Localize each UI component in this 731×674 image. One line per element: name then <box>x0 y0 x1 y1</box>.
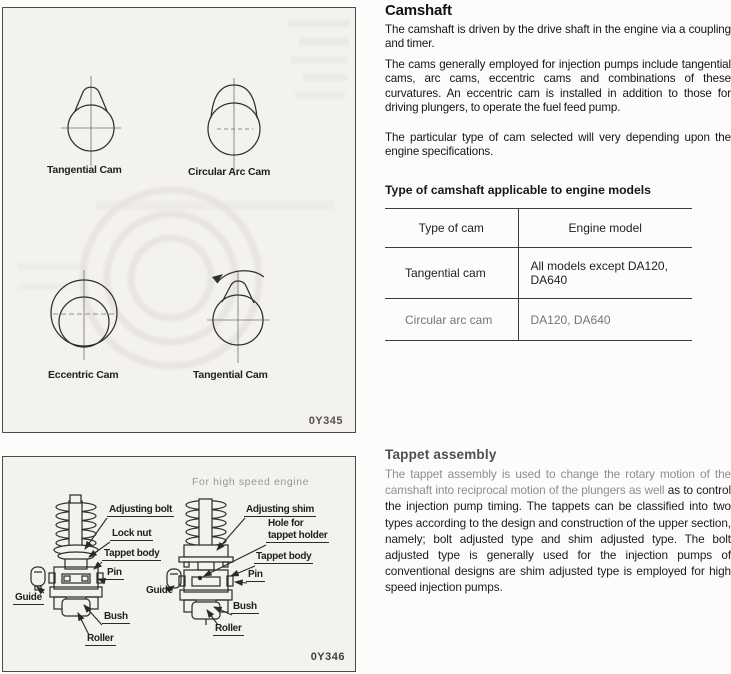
label-tappet-body-left: Tappet body <box>104 548 160 559</box>
camshaft-paragraph-3: The particular type of cam selected will very depending upon the engine specifications. <box>385 131 731 159</box>
label-guide-right: Guide <box>146 585 173 596</box>
camshaft-heading: Camshaft <box>385 2 452 19</box>
tappet-shim-adjusted-drawing <box>167 499 233 625</box>
label-pin-right: Pin <box>248 569 263 580</box>
cell-cam-type: Circular arc cam <box>385 299 518 341</box>
label-adjusting-bolt: Adjusting bolt <box>109 504 173 515</box>
label-tappet-holder: tappet holder <box>268 530 328 541</box>
cam-diagrams-drawing <box>3 8 354 431</box>
tappet-paragraph <box>385 466 731 596</box>
cell-cam-type: Tangential cam <box>385 248 518 299</box>
circular-arc-cam-drawing <box>208 78 260 176</box>
label-roller-left: Roller <box>87 633 114 644</box>
figure-tappet-assemblies <box>2 456 356 672</box>
cam-engine-table-wrap <box>385 208 731 341</box>
table-caption: Type of camshaft applicable to engine models <box>385 183 651 197</box>
table-header-row <box>385 209 692 248</box>
figure-cam-types <box>2 7 356 433</box>
label-circular-arc-cam: Circular Arc Cam <box>188 166 271 178</box>
label-eccentric-cam: Eccentric Cam <box>48 369 119 381</box>
tappet-heading: Tappet assembly <box>385 447 497 462</box>
caption-high-speed-engine: For high speed engine <box>192 476 310 488</box>
figure-number-0y345: 0Y345 <box>308 415 343 427</box>
figure-number-0y346: 0Y346 <box>310 651 345 663</box>
table-row <box>385 248 692 299</box>
cell-engine-model: All models except DA120, DA640 <box>518 248 692 299</box>
label-tangential-cam-top: Tangential Cam <box>47 164 122 176</box>
col-header-type-of-cam: Type of cam <box>385 209 518 248</box>
label-bush-right: Bush <box>233 601 257 612</box>
label-bush-left: Bush <box>104 611 128 622</box>
col-header-engine-model: Engine model <box>518 209 692 248</box>
camshaft-paragraph-2: The cams generally employed for injection pumps include tangential cams, arc cams, eccentric cams and combinations of these curvatures. An eccentric cam is installed in addition to those for driving plungers, to operate the fuel feed pump. <box>385 58 731 114</box>
label-roller-right: Roller <box>215 623 242 634</box>
table-row <box>385 299 692 341</box>
tappet-paragraph-faded-part: The tappet assembly is used to change the rotary motion of the camshaft into reciprocal motion of the plungers as well <box>385 467 731 498</box>
label-tappet-body-right: Tappet body <box>256 551 312 562</box>
cell-engine-model: DA120, DA640 <box>518 299 692 341</box>
label-guide-left: Guide <box>15 592 42 603</box>
camshaft-paragraph-1: The camshaft is driven by the drive shaft in the engine via a coupling and timer. <box>385 23 731 51</box>
label-tangential-cam-bottom: Tangential Cam <box>193 369 268 381</box>
cam-engine-table <box>385 208 692 341</box>
label-hole-for: Hole for <box>268 518 304 529</box>
label-pin-left: Pin <box>107 567 122 578</box>
tappet-paragraph-rest: as to control the injection pump timing. The tappets can be classified into two types according to the design and construction of the upper section, namely; bolt adjusted type and shim adjusted type. The bolt adjusted type is generally used for the injection pumps of conventional designs are shim adjusted type is employed for high speed injection pumps. <box>385 483 731 595</box>
scan-bleedthrough-ghost <box>18 20 350 366</box>
tangential-cam-drawing <box>61 76 121 166</box>
label-adjusting-shim: Adjusting shim <box>246 504 315 515</box>
label-lock-nut: Lock nut <box>112 528 152 539</box>
